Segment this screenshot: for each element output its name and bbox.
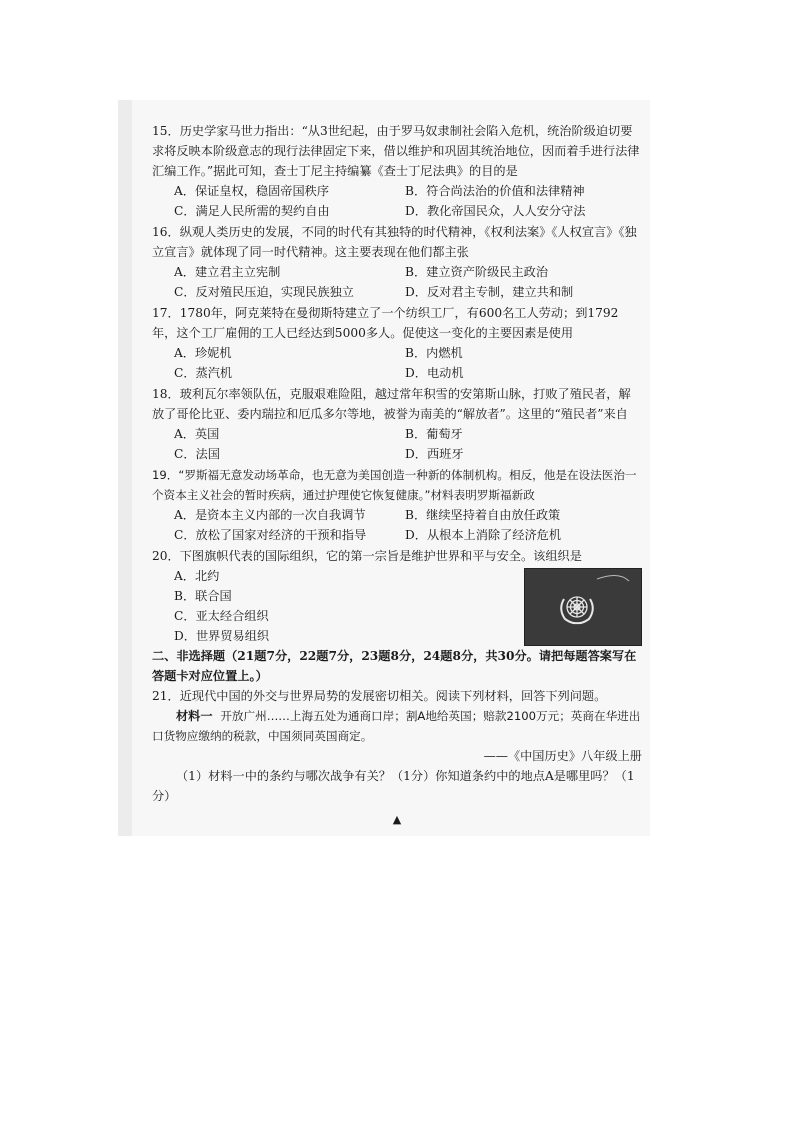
option-d: D．西班牙 <box>405 447 464 461</box>
question-stem: 15．历史学家马世力指出：“从3世纪起，由于罗马奴隶制社会陷入危机，统治阶级迫切要求将反映本阶级意志的现行法律固定下来，借以维护和巩固其统治地位，因而着手进行法律汇编工作。”据此可知，查士丁尼主持编纂《查士丁尼法典》的目的是 <box>152 124 640 178</box>
un-flag-image <box>524 568 642 646</box>
material-one <box>152 706 642 746</box>
exam-page <box>152 120 642 830</box>
section-heading: 二、非选择题（21题7分，22题7分，23题8分，24题8分，共30分。请把每题答案写在答题卡对应位置上。） <box>152 649 637 683</box>
question-16 <box>152 222 642 302</box>
option-a: A．英国 <box>174 427 220 441</box>
question-18 <box>152 384 642 464</box>
option-d: D．反对君主专制，建立共和制 <box>405 285 574 299</box>
option-a: A．建立君主立宪制 <box>174 265 281 279</box>
option-c: C．反对殖民压迫，实现民族独立 <box>174 285 354 299</box>
option-a: A．珍妮机 <box>174 346 232 360</box>
scan-edge <box>118 100 132 836</box>
option-d: D．从根本上消除了经济危机 <box>405 528 562 542</box>
option-b: B．继续坚持着自由放任政策 <box>405 508 561 522</box>
material-label: 材料一 <box>176 709 213 723</box>
material-source: ——《中国历史》八年级上册 <box>483 749 642 763</box>
question-15 <box>152 121 642 221</box>
option-d: D．电动机 <box>405 366 464 380</box>
option-a: A．是资本主义内部的一次自我调节 <box>174 508 366 522</box>
option-a: A．北约 <box>174 569 220 583</box>
option-c: C．满足人民所需的契约自由 <box>174 204 330 218</box>
option-d: D．教化帝国民众，人人安分守法 <box>405 204 586 218</box>
continue-mark: ▲ <box>392 813 402 826</box>
sub-question-1: （1）材料一中的条约与哪次战争有关？（1分）你知道条约中的地点A是哪里吗？（1分） <box>152 769 635 803</box>
option-b: B．建立资产阶级民主政治 <box>405 265 549 279</box>
option-c: C．放松了国家对经济的干预和指导 <box>174 528 367 542</box>
question-stem: 19．“罗斯福无意发动场革命，也无意为美国创造一种新的体制机构。相反，他是在设法医治一个资本主义社会的暂时疾病，通过护理使它恢复健康。”材料表明罗斯福新政 <box>152 468 637 502</box>
question-stem: 17．1780年，阿克莱特在曼彻斯特建立了一个纺织工厂，有600名工人劳动；到1792年，这个工厂雇佣的工人已经达到5000多人。促使这一变化的主要因素是使用 <box>152 306 619 340</box>
material-text: 开放广州……上海五处为通商口岸；割A地给英国；赔款2100万元；英商在华进出口货物应缴纳的税款，中国须同英国商定。 <box>152 709 641 743</box>
options <box>152 424 642 464</box>
question-17 <box>152 303 642 383</box>
option-a: A．保证皇权，稳固帝国秩序 <box>174 184 330 198</box>
options <box>152 262 642 302</box>
question-19 <box>152 465 642 545</box>
options <box>152 181 642 221</box>
options <box>152 343 642 383</box>
question-stem: 18．玻利瓦尔率领队伍，克服艰难险阻，越过常年积雪的安第斯山脉，打败了殖民者，解放了哥伦比亚、委内瑞拉和厄瓜多尔等地，被誉为南美的“解放者”。这里的“殖民者”来自 <box>152 387 631 421</box>
option-c: C．亚太经合组织 <box>174 609 269 623</box>
option-c: C．法国 <box>174 447 220 461</box>
question-stem: 16．纵观人类历史的发展，不同的时代有其独特的时代精神，《权利法案》《人权宣言》《独立宣言》就体现了同一时代精神。这主要表现在他们都主张 <box>152 225 637 259</box>
option-b: B．葡萄牙 <box>405 427 463 441</box>
option-b: B．联合国 <box>174 589 232 603</box>
option-d: D．世界贸易组织 <box>174 629 270 643</box>
question-20 <box>152 546 642 646</box>
option-b: B．符合尚法治的价值和法律精神 <box>405 184 585 198</box>
option-c: C．蒸汽机 <box>174 366 233 380</box>
option-b: B．内燃机 <box>405 346 463 360</box>
question-21-intro: 21．近现代中国的外交与世界局势的发展密切相关。阅读下列材料，回答下列问题。 <box>152 689 607 703</box>
options <box>152 505 642 545</box>
question-stem: 20．下图旗帜代表的国际组织，它的第一宗旨是维护世界和平与安全。该组织是 <box>152 549 582 563</box>
un-emblem-icon <box>525 569 641 645</box>
